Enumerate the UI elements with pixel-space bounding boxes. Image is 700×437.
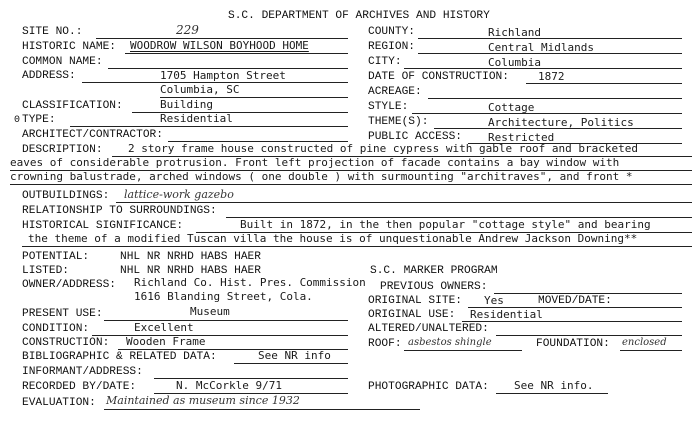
construction-value: Wooden Frame bbox=[126, 335, 206, 348]
historic-name-line bbox=[125, 53, 348, 54]
construction-label: CONSTRUCTION: bbox=[22, 337, 110, 349]
stray-mark: 0 bbox=[14, 115, 21, 126]
style-label: STYLE: bbox=[368, 101, 409, 113]
bibliographic-label: BIBLIOGRAPHIC & RELATED DATA: bbox=[22, 351, 217, 363]
city-label: CITY: bbox=[368, 56, 402, 68]
date-of-construction-line bbox=[526, 83, 682, 84]
listed-options: NHL NR NRHD HABS HAER bbox=[120, 265, 261, 277]
roof-label: ROOF: bbox=[368, 338, 402, 350]
bibliographic-line bbox=[234, 363, 348, 364]
classification-label: CLASSIFICATION: bbox=[22, 100, 123, 112]
recorded-by-value: N. McCorkle 9/71 bbox=[176, 379, 282, 392]
address-line1-value: 1705 Hampton Street bbox=[160, 69, 286, 82]
evaluation-label: EVALUATION: bbox=[22, 397, 96, 409]
date-of-construction-label: DATE OF CONSTRUCTION: bbox=[368, 71, 509, 83]
owner-address-label: OWNER/ADDRESS: bbox=[22, 279, 116, 291]
significance-line1: Built in 1872, in the then popular "cottage style" and bearing bbox=[240, 218, 651, 231]
public-access-value: Restricted bbox=[488, 131, 555, 144]
historic-name-value: WOODROW WILSON BOYHOOD HOME bbox=[130, 39, 309, 52]
photographic-data-line bbox=[496, 393, 608, 394]
present-use-label: PRESENT USE: bbox=[22, 308, 103, 320]
original-use-value: Residential bbox=[470, 308, 543, 321]
form-header-title: S.C. DEPARTMENT OF ARCHIVES AND HISTORY bbox=[228, 10, 490, 22]
region-value: Central Midlands bbox=[488, 41, 594, 54]
outbuildings-line bbox=[116, 202, 692, 203]
county-label: COUNTY: bbox=[368, 26, 415, 38]
site-no-label: SITE NO.: bbox=[22, 26, 83, 38]
type-label: TYPE: bbox=[22, 114, 56, 126]
potential-options: NHL NR NRHD HABS HAER bbox=[120, 251, 261, 263]
altered-unaltered-line bbox=[496, 335, 682, 336]
description-line2: eaves of considerable protrusion. Front left projection of facade contains a bay window with bbox=[10, 156, 620, 169]
previous-owners-line bbox=[494, 293, 682, 294]
foundation-value: enclosed bbox=[622, 337, 667, 348]
type-value: Residential bbox=[160, 112, 233, 125]
recorded-by-label: RECORDED BY/DATE: bbox=[22, 381, 137, 393]
original-use-line bbox=[462, 321, 682, 322]
city-line bbox=[404, 68, 682, 69]
historic-name-label: HISTORIC NAME: bbox=[22, 41, 116, 53]
public-access-label: PUBLIC ACCESS: bbox=[368, 131, 462, 143]
common-name-label: COMMON NAME: bbox=[22, 56, 103, 68]
classification-value: Building bbox=[160, 98, 213, 111]
description-line1: 2 story frame house constructed of pine cypress with gable roof and bracketed bbox=[128, 142, 638, 155]
historical-significance-label: HISTORICAL SIGNIFICANCE: bbox=[22, 220, 184, 232]
owner-line2: 1616 Blanding Street, Cola. bbox=[134, 290, 313, 303]
altered-unaltered-label: ALTERED/UNALTERED: bbox=[368, 323, 489, 335]
description-label: DESCRIPTION: bbox=[22, 144, 103, 156]
city-value: Columbia bbox=[488, 56, 541, 69]
themes-label: THEME(S): bbox=[368, 116, 429, 128]
address-label: ADDRESS: bbox=[22, 70, 76, 82]
style-line bbox=[412, 113, 682, 114]
present-use-value: Museum bbox=[190, 305, 230, 318]
roof-line bbox=[404, 350, 522, 351]
condition-label: CONDITION: bbox=[22, 323, 90, 335]
description-line3: crowning balustrade, arched windows ( one double ) with surmounting "architraves", and front * bbox=[10, 170, 633, 183]
significance-line2: the theme of a modified Tuscan villa the house is of unquestionable Andrew Jackson Downing** bbox=[28, 232, 638, 245]
listed-label: LISTED: bbox=[22, 265, 69, 277]
county-line bbox=[418, 38, 682, 39]
photographic-data-label: PHOTOGRAPHIC DATA: bbox=[368, 381, 489, 393]
moved-date-label: MOVED/DATE: bbox=[538, 295, 612, 307]
outbuildings-label: OUTBUILDINGS: bbox=[22, 190, 110, 202]
previous-owners-label: PREVIOUS OWNERS: bbox=[380, 281, 488, 293]
description-rule-3 bbox=[10, 184, 692, 185]
date-of-construction-value: 1872 bbox=[538, 70, 565, 83]
style-value: Cottage bbox=[488, 101, 535, 114]
informant-label: INFORMANT/ADDRESS: bbox=[22, 366, 143, 378]
acreage-label: ACREAGE: bbox=[368, 86, 422, 98]
photographic-data-value: See NR info. bbox=[514, 379, 594, 392]
condition-value: Excellent bbox=[134, 321, 194, 334]
marker-program-label: S.C. MARKER PROGRAM bbox=[370, 265, 498, 277]
original-site-label: ORIGINAL SITE: bbox=[368, 295, 462, 307]
relationship-label: RELATIONSHIP TO SURROUNDINGS: bbox=[22, 205, 217, 217]
site-no-value: 229 bbox=[176, 23, 199, 37]
outbuildings-value: lattice-work gazebo bbox=[124, 188, 234, 201]
original-site-value: Yes bbox=[484, 294, 504, 307]
acreage-line bbox=[428, 98, 682, 99]
architect-label: ARCHITECT/CONTRACTOR: bbox=[22, 129, 163, 141]
themes-value: Architecture, Politics bbox=[488, 116, 634, 129]
original-use-label: ORIGINAL USE: bbox=[368, 309, 456, 321]
foundation-line bbox=[620, 350, 682, 351]
evaluation-line bbox=[104, 409, 420, 410]
evaluation-value: Maintained as museum since 1932 bbox=[106, 394, 300, 407]
address-line2-value: Columbia, SC bbox=[160, 83, 240, 96]
roof-value: asbestos shingle bbox=[408, 337, 492, 348]
county-value: Richland bbox=[488, 26, 541, 39]
foundation-label: FOUNDATION: bbox=[536, 338, 610, 350]
significance-rule-2 bbox=[22, 246, 692, 247]
potential-label: POTENTIAL: bbox=[22, 251, 90, 263]
type-line bbox=[70, 126, 348, 127]
owner-line1: Richland Co. Hist. Pres. Commission bbox=[134, 276, 366, 289]
bibliographic-value: See NR info bbox=[258, 349, 331, 362]
region-label: REGION: bbox=[368, 41, 415, 53]
